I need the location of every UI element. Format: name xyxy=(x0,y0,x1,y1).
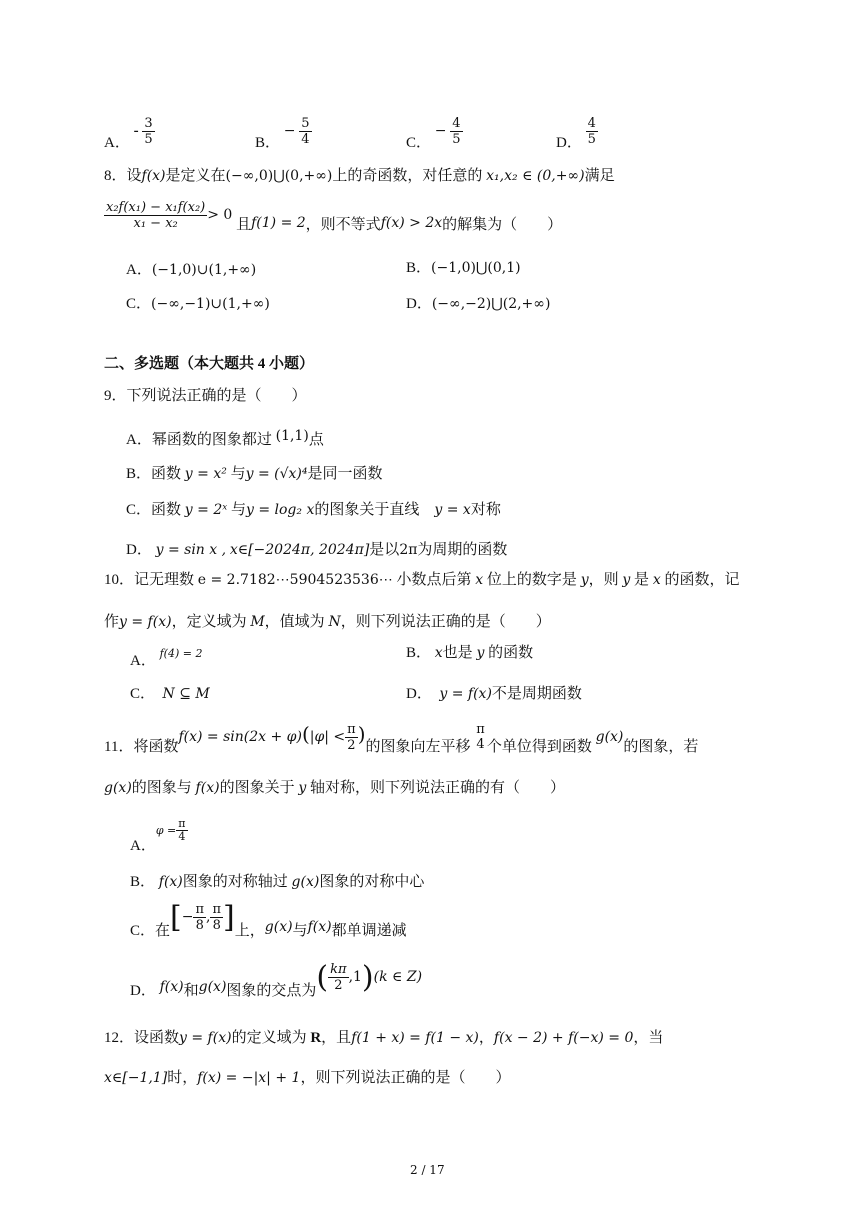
option-label: D． xyxy=(130,982,156,999)
text: 为周期的函数 xyxy=(417,542,508,558)
denominator: 4 xyxy=(301,132,310,147)
minus-sign: − xyxy=(434,122,447,139)
text: 的图象向左平移 xyxy=(365,738,471,755)
math-expr: ,1 xyxy=(348,968,362,985)
option-label: D． xyxy=(556,134,582,151)
math-expr: f(x) > 2x xyxy=(380,214,443,231)
math-expr: (−∞,−1)∪(1,+∞) xyxy=(151,296,270,312)
text: 与 xyxy=(230,466,246,482)
option-label: B． xyxy=(130,874,156,890)
text: ，则 xyxy=(588,572,619,588)
text: 与 xyxy=(292,922,308,939)
option-label: B． xyxy=(406,260,432,276)
fraction xyxy=(193,902,206,933)
denominator: 8 xyxy=(210,917,223,933)
text: 函数 xyxy=(151,466,182,482)
math-expr: f(x) xyxy=(141,168,166,184)
text: 是同一函数 xyxy=(307,466,383,482)
text: 小数点后第 xyxy=(396,572,472,588)
q7-option-a xyxy=(104,116,155,153)
page-number: 2 / 17 xyxy=(410,1163,445,1177)
q10-stem-line1 xyxy=(104,570,739,590)
numerator: kπ xyxy=(330,962,347,977)
text: 满足 xyxy=(584,168,615,184)
math-expr: (−∞,0)⋃(0,+∞) xyxy=(225,168,333,184)
fraction xyxy=(104,200,207,231)
q12-stem-line1 xyxy=(104,1028,663,1048)
numerator: π xyxy=(178,817,186,830)
fraction xyxy=(474,722,487,752)
text: 且 xyxy=(236,216,252,233)
text: ，则下列说法正确的是（ ） xyxy=(340,614,551,630)
q11-stem-line2 xyxy=(104,778,565,798)
math-expr: g(x) xyxy=(291,874,320,890)
math-expr: g(x) xyxy=(595,728,624,745)
math-var: M xyxy=(250,614,265,630)
fraction xyxy=(345,722,358,753)
q8-option-d xyxy=(406,294,550,314)
text: 作 xyxy=(104,614,120,630)
q9-option-a xyxy=(126,426,324,450)
math-expr: e = 2.7182⋯5904523536⋯ xyxy=(197,572,393,588)
math-expr: y = sin x , xyxy=(155,542,227,558)
math-var: y xyxy=(580,572,589,588)
text: 也是 xyxy=(442,645,473,661)
math-var: x xyxy=(475,572,484,588)
math-expr: (−∞,−2)⋃(2,+∞) xyxy=(431,296,551,312)
math-expr: N ⊆ M xyxy=(162,686,210,702)
numerator: 3 xyxy=(144,116,153,131)
text: 图象的对称轴过 xyxy=(182,874,288,890)
math-expr: x∈[−1,1] xyxy=(104,1070,168,1086)
q10-option-a xyxy=(130,644,202,671)
q7-option-c xyxy=(406,116,463,153)
q11-stem-line1: 11．将函数f(x) = sin(2x + φ)(|φ| < $\frac{\pi}{2}$ )的图象向左平移 π 4 个单位得到函数 g(x)的图象，若 xyxy=(104,721,699,755)
text: 是定义在 xyxy=(165,168,226,184)
q9-option-b xyxy=(126,464,383,484)
math-expr: (k ∈ Z) xyxy=(373,968,423,985)
fraction xyxy=(176,818,187,843)
text: ，则不等式 xyxy=(305,216,381,233)
q9-option-c xyxy=(126,500,501,520)
text: 的图象关于 xyxy=(219,780,295,796)
text: 与 xyxy=(230,502,246,518)
fraction xyxy=(142,116,154,147)
numerator: π xyxy=(476,722,485,737)
option-label: B． xyxy=(126,466,152,482)
fraction xyxy=(328,962,348,993)
numerator: π xyxy=(347,722,356,737)
math-expr: 2π xyxy=(399,542,418,558)
fraction xyxy=(586,116,598,147)
denominator: 5 xyxy=(144,132,153,147)
math-expr: f(x) = sin(2x + φ) xyxy=(178,728,302,745)
option-label: C． xyxy=(126,296,152,312)
q11-option-c: C．在[− $\frac{\pi}{8}$ , $\frac{\pi}{8}$ ]上，g(x)与f(x)都单调递减 xyxy=(130,899,407,939)
q8-stem-line1 xyxy=(104,166,615,186)
math-expr: f(x) xyxy=(195,780,220,796)
q9-stem: 9．下列说法正确的是（ ） xyxy=(104,388,307,404)
minus-sign: - xyxy=(133,122,139,139)
denominator: 4 xyxy=(476,737,485,752)
denominator: 2 xyxy=(345,737,358,753)
text: 11．将函数 xyxy=(104,738,179,755)
math-expr: y = log₂ x xyxy=(245,502,315,518)
math-expr: x∈[−2024π, 2024π] xyxy=(229,542,370,558)
option-label: A． xyxy=(126,432,152,448)
text: 的图象，若 xyxy=(623,738,699,755)
option-label: D． xyxy=(406,296,432,312)
text: 的函数，记 xyxy=(664,572,740,588)
denominator: 5 xyxy=(452,132,461,147)
math-expr: y = x xyxy=(434,502,471,518)
option-label: C． xyxy=(130,922,156,939)
math-var: y xyxy=(622,572,631,588)
math-expr: y = f(x) xyxy=(119,614,172,630)
math-expr: y = f(x) xyxy=(439,686,492,702)
denominator: x₁ − x₂ xyxy=(104,215,207,231)
text: 上， xyxy=(234,922,265,939)
q10-option-b xyxy=(406,643,533,663)
denominator: 2 xyxy=(328,977,348,993)
numerator: π xyxy=(212,902,222,917)
minus-sign: − xyxy=(283,122,296,139)
option-label: A． xyxy=(126,262,152,278)
question-number: 8．设 xyxy=(104,168,142,184)
text: ，则下列说法正确的是（ ） xyxy=(300,1070,511,1086)
numerator: π xyxy=(195,902,205,917)
math-expr: > 0 xyxy=(207,206,233,223)
math-expr: y = (√x)⁴ xyxy=(245,466,308,482)
q9-option-d xyxy=(126,540,507,560)
math-var: x xyxy=(652,572,661,588)
math-expr: g(x) xyxy=(198,978,227,995)
math-expr: g(x) xyxy=(104,780,132,796)
denominator: 5 xyxy=(587,132,596,147)
option-label: C． xyxy=(406,134,432,151)
math-var: y xyxy=(298,780,307,796)
numerator: 5 xyxy=(301,116,310,131)
math-var: N xyxy=(328,614,341,630)
text: 个单位得到函数 xyxy=(486,738,592,755)
text: 12．设函数 xyxy=(104,1030,180,1046)
math-expr: f(1 + x) = f(1 − x) xyxy=(351,1030,479,1046)
numerator: x₂f(x₁) − x₁f(x₂) xyxy=(106,200,206,215)
math-expr: y = x² xyxy=(184,466,227,482)
math-expr: f(x − 2) + f(−x) = 0 xyxy=(493,1030,634,1046)
math-expr: (−1,0)∪(1,+∞) xyxy=(151,262,257,278)
text: ， xyxy=(478,1030,494,1046)
text: 轴对称，则下列说法正确的有（ ） xyxy=(310,780,566,796)
text: 图象的对称中心 xyxy=(319,874,425,890)
math-expr: y = 2ˣ xyxy=(184,502,228,518)
q11-option-d: D． f(x)和g(x)图象的交点为( $\frac{k\pi}{2}$ ,1)(k ∈ Z) xyxy=(130,959,423,999)
text: ，且 xyxy=(321,1030,352,1046)
q11-option-a xyxy=(130,818,188,856)
section-heading: 二、多选题（本大题共 4 小题） xyxy=(104,356,315,372)
text: 幂函数的图象都过 xyxy=(151,432,272,448)
denominator: 4 xyxy=(176,830,187,843)
math-expr: φ = xyxy=(155,823,177,837)
q10-stem-line2 xyxy=(104,612,551,632)
q10-option-d xyxy=(406,684,582,704)
q7-option-d xyxy=(556,116,598,153)
math-expr: g(x) xyxy=(264,918,293,935)
option-label: D． xyxy=(126,542,152,558)
math-expr: f(x) xyxy=(307,918,332,935)
q12-stem-line2 xyxy=(104,1068,510,1088)
option-label: A． xyxy=(104,134,130,151)
option-label: C． xyxy=(126,502,152,518)
option-label: A． xyxy=(130,837,156,854)
math-expr: |φ| < xyxy=(309,728,346,745)
math-var: x xyxy=(434,645,443,661)
math-expr: f(x) xyxy=(158,874,183,890)
numerator: 4 xyxy=(452,116,461,131)
denominator: 8 xyxy=(193,917,206,933)
math-set: R xyxy=(310,1030,322,1046)
math-expr: f(1) = 2 xyxy=(251,214,306,231)
math-expr: f(x) xyxy=(159,978,184,995)
math-expr: f(4) = 2 xyxy=(159,647,203,660)
text: 都单调递减 xyxy=(331,922,407,939)
text: 和 xyxy=(183,982,199,999)
text: 的定义域为 xyxy=(231,1030,307,1046)
q10-option-c xyxy=(130,684,210,704)
text: 是 xyxy=(634,572,650,588)
text: 是以 xyxy=(369,542,400,558)
text: 在 xyxy=(155,922,171,939)
math-expr: y = f(x) xyxy=(179,1030,232,1046)
option-label: A． xyxy=(130,653,156,669)
text: 10．记无理数 xyxy=(104,572,195,588)
q8-option-c xyxy=(126,294,270,314)
math-expr: (1,1) xyxy=(275,428,309,444)
math-expr: x₁,x₂ ∈ (0,+∞) xyxy=(486,168,585,184)
text: 的解集为（ ） xyxy=(442,216,563,233)
text: 图象的交点为 xyxy=(226,982,317,999)
math-expr: f(x) = −|x| + 1 xyxy=(197,1070,301,1086)
q8-stem-line2 xyxy=(104,200,562,235)
option-label: B． xyxy=(406,645,432,661)
q8-option-b xyxy=(406,258,521,278)
text: 的图象与 xyxy=(131,780,192,796)
option-label: B． xyxy=(255,134,281,151)
math-expr: − xyxy=(181,908,194,925)
text: 的图象关于直线 xyxy=(314,502,420,518)
text: 不是周期函数 xyxy=(491,686,582,702)
fraction xyxy=(210,902,223,933)
text: 位上的数字是 xyxy=(486,572,577,588)
text: 点 xyxy=(308,432,324,448)
text: ，当 xyxy=(633,1030,664,1046)
math-expr: (−1,0)⋃(0,1) xyxy=(431,260,521,276)
q7-option-b xyxy=(255,116,312,153)
text: 函数 xyxy=(151,502,182,518)
text: ，值域为 xyxy=(264,614,325,630)
option-label: C． xyxy=(130,686,148,702)
text: 的函数 xyxy=(488,645,534,661)
math-var: y xyxy=(476,645,485,661)
text: 上的奇函数，对任意的 xyxy=(332,168,483,184)
q11-option-b xyxy=(130,872,424,892)
text: 时， xyxy=(167,1070,198,1086)
text: ，定义域为 xyxy=(171,614,247,630)
fraction xyxy=(450,116,462,147)
text: 对称 xyxy=(470,502,501,518)
option-label: D． xyxy=(406,686,425,702)
fraction xyxy=(299,116,311,147)
numerator: 4 xyxy=(587,116,596,131)
q8-option-a xyxy=(126,260,256,280)
